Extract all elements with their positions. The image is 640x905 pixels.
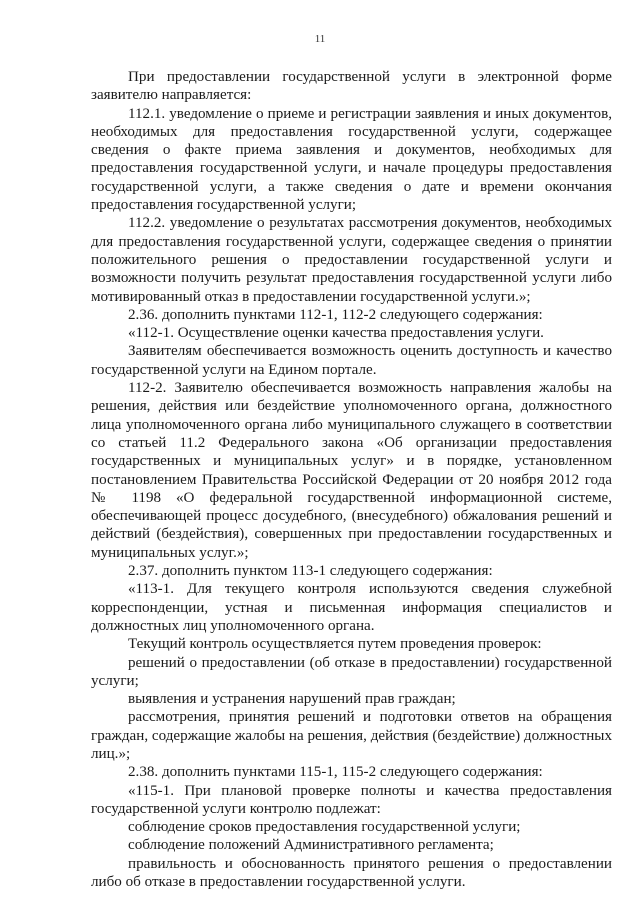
paragraph: «115-1. При плановой проверке полноты и качества предоставления государственной услуги контролю подлежат:: [91, 782, 612, 817]
paragraph: 112.2. уведомление о результатах рассмотрения документов, необходимых для предоставления государственной услуги, содержащее сведения о принятии положительного решения о предоставлении государственной услуги и возможности получить результат предоставления государственной услуги либо мотивированный отказ в предоставлении государственной услуги.»;: [91, 215, 612, 305]
paragraph: выявления и устранения нарушений прав граждан;: [128, 691, 456, 708]
paragraph: рассмотрения, принятия решений и подготовки ответов на обращения граждан, содержащие жалобы на решения, действия (бездействие) должностных лиц.»;: [91, 709, 612, 762]
paragraph: решений о предоставлении (об отказе в предоставлении) государственной услуги;: [91, 654, 612, 689]
paragraph: 112.1. уведомление о приеме и регистрации заявления и иных документов, необходимых для предоставления государственной услуги, содержащее сведения о факте приема заявления и документов, необходимых для предоставления государственной услуги, и начале процедуры предоставления государственной услуги, а также сведения о дате и времени окончания предоставления государственной услуги;: [91, 105, 612, 214]
paragraph: соблюдение положений Административного регламента;: [128, 837, 494, 854]
paragraph: Заявителям обеспечивается возможность оценить доступность и качество государственной услуги на Едином портале.: [91, 343, 612, 378]
page-number: 11: [314, 33, 326, 45]
paragraph: правильность и обоснованность принятого решения о предоставлении либо об отказе в предоставлении государственной услуги.: [91, 855, 612, 891]
paragraph: Текущий контроль осуществляется путем проведения проверок:: [128, 636, 542, 653]
paragraph: «112-1. Осуществление оценки качества предоставления услуги.: [128, 325, 544, 342]
paragraph: 112-2. Заявителю обеспечивается возможность направления жалобы на решения, действия или бездействие уполномоченного органа, должностного лица уполномоченного органа либо муниципального служащего в соответствии со статьей 11.2 Федерального закона «Об организации предоставления государственных и муниципальных услуг» и в порядке, установленном постановлением Правительства Российской Федерации от 20 ноября 2012 года № 1198 «О федеральной государственной информационной системе, обеспечивающей процесс досудебного, (внесудебного) обжалования решений и действий (бездействия), совершенных при предоставлении государственных и муниципальных услуг.»;: [91, 380, 612, 561]
paragraph: При предоставлении государственной услуги в электронной форме заявителю направляется:: [91, 69, 612, 104]
document-body: [91, 68, 612, 891]
paragraph: 2.36. дополнить пунктами 112-1, 112-2 следующего содержания:: [128, 306, 543, 323]
paragraph: «113-1. Для текущего контроля используются сведения служебной корреспонденции, устная и письменная информация специалистов и должностных лиц уполномоченного органа.: [91, 581, 612, 634]
paragraph: 2.38. дополнить пунктами 115-1, 115-2 следующего содержания:: [128, 764, 543, 781]
paragraph: 2.37. дополнить пунктом 113-1 следующего содержания:: [128, 563, 493, 580]
paragraph: соблюдение сроков предоставления государственной услуги;: [128, 819, 521, 836]
